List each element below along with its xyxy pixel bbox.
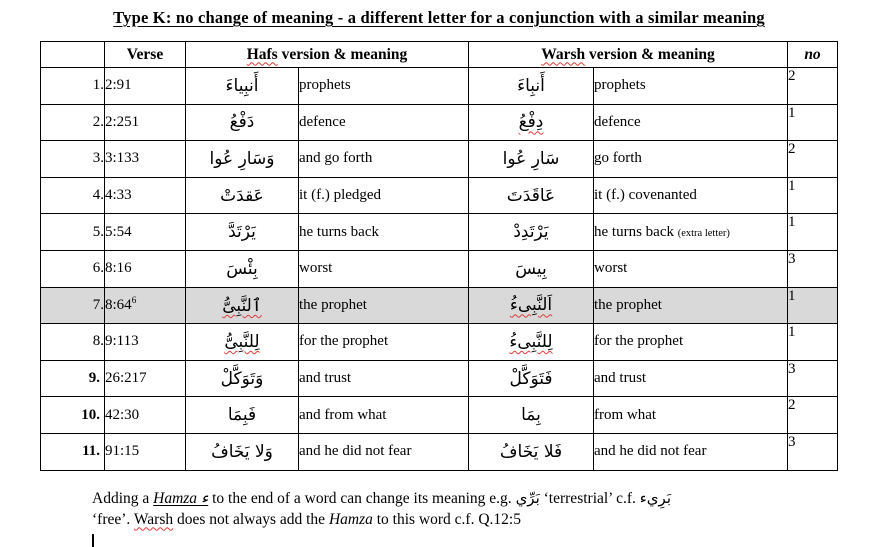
hafs-arabic	[186, 324, 299, 361]
verse-reference: 8:16	[105, 250, 186, 287]
verse-reference: 4:33	[105, 177, 186, 214]
warsh-meaning: and he did not fear	[594, 433, 788, 470]
hafs-meaning: defence	[299, 104, 469, 141]
hafs-arabic-word: أَنبِياءَ	[225, 75, 259, 96]
row-number: 4.	[41, 177, 105, 214]
hafs-meaning: and he did not fear	[299, 433, 469, 470]
verse-reference: 3:133	[105, 141, 186, 178]
hafs-meaning: for the prophet	[299, 324, 469, 361]
hafs-arabic-word: وَسَارِ عُوا	[209, 148, 275, 169]
occurrence-count: 1	[788, 214, 838, 251]
verse-reference: 9:113	[105, 324, 186, 361]
row-number: 5.	[41, 214, 105, 251]
warsh-meaning: the prophet	[594, 287, 788, 324]
hafs-meaning: worst	[299, 250, 469, 287]
verse-reference: 91:15	[105, 433, 186, 470]
hafs-arabic	[186, 360, 299, 397]
warsh-meaning: for the prophet	[594, 324, 788, 361]
hafs-arabic	[186, 214, 299, 251]
warsh-arabic-word: اَلنَّبِىءُ	[509, 295, 553, 316]
warsh-arabic-word: يَرْتَدِدْ	[513, 222, 549, 243]
occurrence-count: 1	[788, 177, 838, 214]
header-no-label: no	[804, 45, 821, 63]
warsh-arabic	[469, 433, 594, 470]
hafs-arabic-word: وَتَوَكَّلْ	[220, 368, 264, 389]
table-row	[41, 177, 838, 214]
hafs-arabic	[186, 177, 299, 214]
hafs-arabic-word: دَفْعُ	[229, 112, 255, 133]
header-warsh	[469, 42, 788, 68]
hafs-meaning: he turns back	[299, 214, 469, 251]
verse-reference: $8:64^6$	[105, 287, 186, 324]
hafs-arabic-word: فَبِمَا	[227, 405, 257, 426]
warsh-meaning: prophets	[594, 68, 788, 105]
header-no	[788, 42, 838, 68]
table-row	[41, 287, 838, 324]
hafs-meaning: and from what	[299, 397, 469, 434]
warsh-arabic	[469, 214, 594, 251]
header-verse	[105, 42, 186, 68]
hafs-meaning: prophets	[299, 68, 469, 105]
hamza-word: Hamza	[328, 510, 373, 528]
row-number: 10.	[41, 397, 105, 434]
arabic-word-bari: بَرِيء	[639, 488, 671, 507]
table-row	[41, 104, 838, 141]
warsh-meaning: it (f.) covenanted	[594, 177, 788, 214]
hafs-arabic	[186, 397, 299, 434]
row-number: 6.	[41, 250, 105, 287]
footnote-text: ‘terrestrial’ c.f.	[539, 489, 640, 507]
occurrence-count: 3	[788, 250, 838, 287]
table-row	[41, 360, 838, 397]
warsh-word: Warsh	[133, 510, 174, 528]
header-verse-label: Verse	[126, 45, 164, 63]
warsh-arabic	[469, 324, 594, 361]
occurrence-count: 1	[788, 104, 838, 141]
warsh-meaning: defence	[594, 104, 788, 141]
verse-superscript: 6	[131, 296, 137, 307]
warsh-arabic	[469, 250, 594, 287]
row-number: 11.	[41, 433, 105, 470]
warsh-arabic-word: أَنبِاءَ	[517, 75, 545, 96]
table-row	[41, 324, 838, 361]
hafs-meaning: it (f.) pledged	[299, 177, 469, 214]
footnote	[92, 488, 858, 530]
hafs-arabic-word: بِئْسَ	[226, 258, 258, 279]
warsh-arabic-word: بِيسَ	[515, 258, 547, 279]
table-row	[41, 68, 838, 105]
document-page	[0, 8, 878, 547]
hafs-meaning: and trust	[299, 360, 469, 397]
warsh-arabic	[469, 68, 594, 105]
table-row	[41, 214, 838, 251]
row-number: 7.	[41, 287, 105, 324]
hafs-arabic-word: ٱلنَّبِىُّ	[222, 295, 262, 316]
hafs-meaning: and go forth	[299, 141, 469, 178]
warsh-arabic-word: بِمَا	[521, 405, 541, 426]
warsh-meaning: and trust	[594, 360, 788, 397]
footnote-text: Adding a	[92, 489, 154, 507]
verse-reference: 2:251	[105, 104, 186, 141]
warsh-arabic	[469, 397, 594, 434]
table-row	[41, 433, 838, 470]
table-header-row	[41, 42, 838, 68]
warsh-arabic	[469, 177, 594, 214]
occurrence-count: 2	[788, 68, 838, 105]
warsh-arabic	[469, 360, 594, 397]
row-number: 3.	[41, 141, 105, 178]
verse-reference: 26:217	[105, 360, 186, 397]
table-row	[41, 141, 838, 178]
hafs-meaning: the prophet	[299, 287, 469, 324]
hafs-arabic	[186, 250, 299, 287]
page-title: Type K: no change of meaning - a different letter for a conjunction with a similar meaning	[113, 8, 765, 27]
variants-comparison-table	[40, 41, 838, 471]
footnote-text: to the end of a word can change its meaning e.g.	[208, 489, 516, 507]
warsh-arabic-word: سَارِ عُوا	[502, 148, 560, 169]
warsh-meaning: from what	[594, 397, 788, 434]
warsh-arabic-word: لِلنَّبِىءُ	[509, 331, 553, 352]
text-cursor	[92, 534, 94, 547]
hafs-arabic-word: عَقدَتْ	[220, 185, 264, 206]
warsh-arabic-word: دِفْعُ	[518, 112, 544, 133]
occurrence-count: 2	[788, 397, 838, 434]
verse-reference: 42:30	[105, 397, 186, 434]
hafs-arabic	[186, 68, 299, 105]
arabic-word-barri: بَرِّي	[515, 488, 540, 507]
hafs-arabic	[186, 433, 299, 470]
footnote-text: to this word c.f. Q.12:5	[372, 510, 521, 528]
hafs-arabic	[186, 287, 299, 324]
table-row	[41, 397, 838, 434]
warsh-arabic	[469, 104, 594, 141]
row-number: 8.	[41, 324, 105, 361]
occurrence-count: 3	[788, 433, 838, 470]
hafs-arabic	[186, 141, 299, 178]
verse-reference: 2:91	[105, 68, 186, 105]
header-hafs	[186, 42, 469, 68]
footnote-text: ‘free’.	[92, 510, 134, 528]
table-row	[41, 250, 838, 287]
warsh-rest: version & meaning	[585, 45, 715, 63]
warsh-meaning: worst	[594, 250, 788, 287]
occurrence-count: 1	[788, 287, 838, 324]
occurrence-count: 3	[788, 360, 838, 397]
warsh-arabic	[469, 287, 594, 324]
hamza-term: Hamza ء	[153, 489, 209, 507]
warsh-meaning: he turns back (extra letter)	[594, 214, 788, 251]
row-number: 1.	[41, 68, 105, 105]
hafs-arabic-word: وَلا يَخَافُ	[211, 441, 273, 462]
warsh-meaning-note: (extra letter)	[677, 227, 730, 239]
warsh-keyword: Warsh	[541, 45, 586, 63]
hafs-rest: version & meaning	[277, 45, 408, 63]
occurrence-count: 1	[788, 324, 838, 361]
occurrence-count: 2	[788, 141, 838, 178]
hafs-arabic-word: يَرْتَدَّ	[228, 222, 256, 243]
footnote-text: does not always add the	[173, 510, 329, 528]
header-blank	[41, 42, 105, 68]
row-number: 9.	[41, 360, 105, 397]
warsh-arabic	[469, 141, 594, 178]
hafs-keyword: Hafs	[246, 45, 278, 63]
warsh-arabic-word: فَلا يَخَافُ	[499, 441, 563, 462]
hafs-arabic-word: لِلنَّبِىُّ	[224, 331, 260, 352]
hafs-arabic	[186, 104, 299, 141]
warsh-arabic-word: فَتَوَكَّلْ	[509, 368, 553, 389]
warsh-arabic-word: عَاقَدَتَ	[506, 185, 556, 206]
verse-reference: 5:54	[105, 214, 186, 251]
warsh-meaning: go forth	[594, 141, 788, 178]
row-number: 2.	[41, 104, 105, 141]
